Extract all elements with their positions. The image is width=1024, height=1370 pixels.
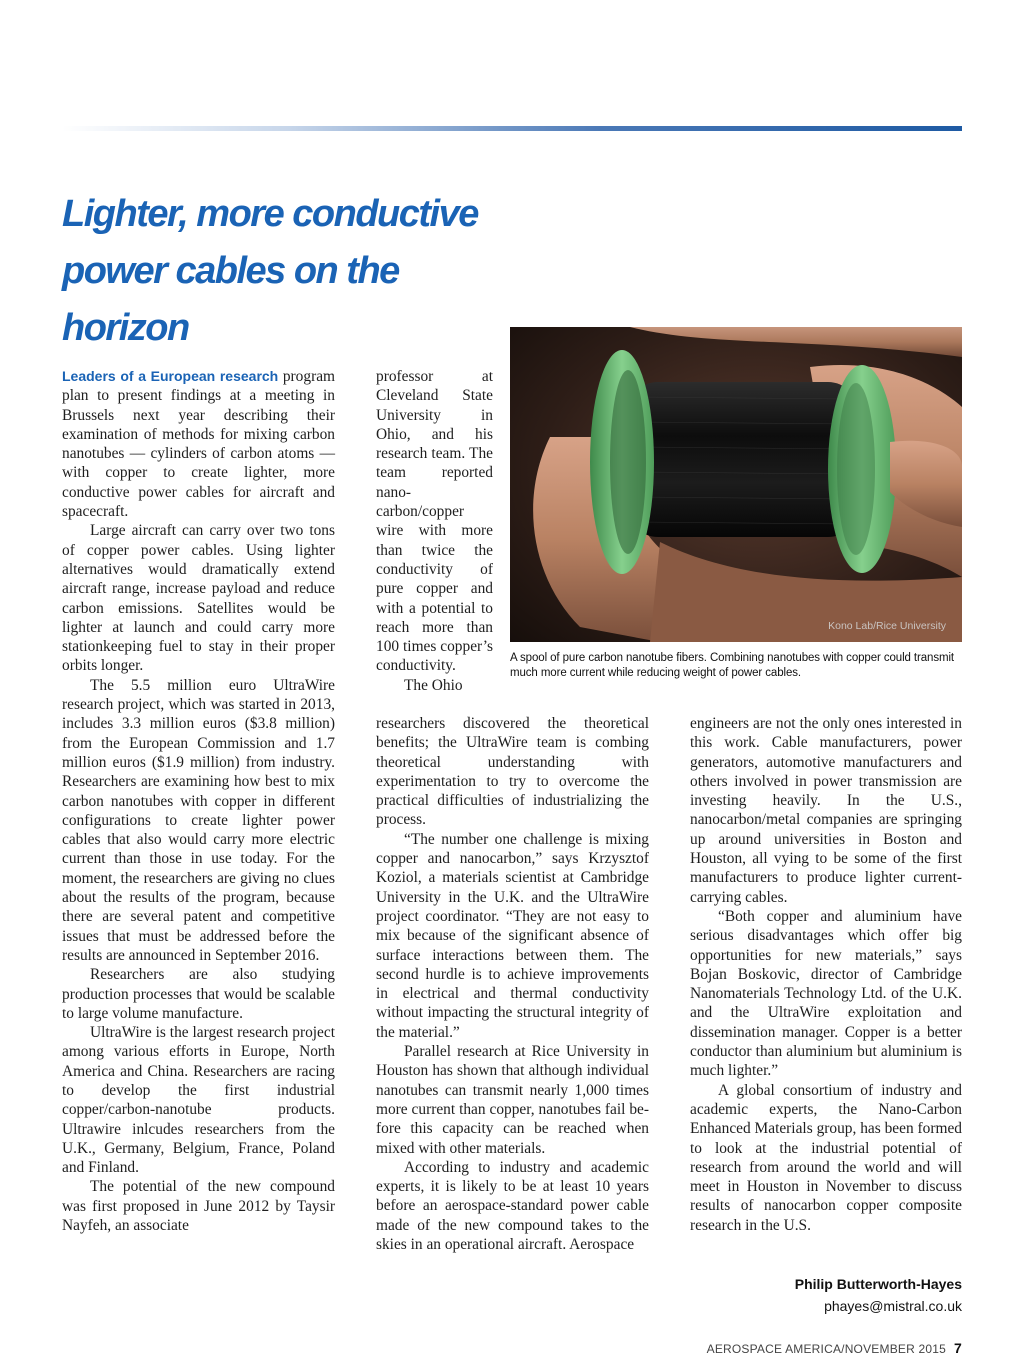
article-title: Lighter, more conductive power cables on the horizon [62,193,478,349]
paragraph: researchers discovered the theoretical benefits; the UltraWire team is combing theoretical understanding with experimentation to try to overcome the practical difficulties of industrializing the process. [376,715,649,829]
paragraph: Parallel research at Rice University in Houston has shown that although individual nanotubes can transmit nearly 1,000 times more current than copper, nanotubes fail before this capacity can be reached when mixed with other materials. [376,1043,649,1157]
byline [795,1273,962,1317]
paragraph: The 5.5 million euro UltraWire research project, which was started in 2013, includes 3.3 million euros ($3.8 million) from the European Commission and 1.7 million euros ($1.9 million) from industry. Researchers are examining how best to mix carbon nanotubes with copper in different configurations to create lighter power cables that also would carry more electric current than those in use today. For the moment, the researchers are giving no clues about the results of the program, because there are several patent and competitive issues that must be addressed before the results are announced in September 2016. [62,676,335,964]
paragraph: engineers are not the only ones interested in this work. Cable manufacturers, power generators, automotive manufacturers and others involved in power transmission are investing heavily. In the U.S., nanocarbon/metal companies are springing up around universities in Boston and Houston, all vying to be some of the first manufacturers to produce lighter current-carrying cables. [690,715,962,906]
photo-caption: A spool of pure carbon nanotube fibers. Combining nanotubes with copper could transmit much more current while reducing weight of power cables. [510,652,955,679]
paragraph: professor at Cleveland State University in Ohio, and his research team. The team reported nanocarbon/copper wire with more than twice the conductivity of pure copper and with a potential to reach more than 100 times copper’s conductivity. [376,368,493,675]
paragraph [62,367,335,521]
page-number: 7 [954,1340,962,1356]
spool-illustration [510,327,962,642]
column-1 [62,367,335,1235]
photo-credit: Kono Lab/Rice University [828,620,946,632]
paragraph: UltraWire is the largest research project among various efforts in Europe, North America and China. Researchers are racing to develop the first industrial copper/carbon-nanotube products. Ultrawire inlcudes researchers from the U.K., Germany, Belgium, France, Poland and Finland. [62,1024,335,1177]
paragraph: Large aircraft can carry over two tons of copper power cables. Using lighter alternatives would dramatically extend aircraft range, increase payload and reduce carbon emissions. Satellites would be lighter at launch and could carry more stationkeeping fuel to stay in their proper orbits longer. [62,522,335,675]
lead-text: program plan to present findings at a meeting in Brussels next year describing their examination of methods for mixing carbon nanotubes — cylinders of carbon atoms — with copper to create lighter, more conductive power cables for aircraft and spacecraft. [62,368,335,521]
paragraph: A global consortium of industry and academic experts, the Nano-Carbon Enhanced Materials group, has been formed to look at the industrial potential of research from around the world and will meet in Houston in November to discuss results of nanocarbon copper composite research in the U.S. [690,1081,962,1234]
page-footer [707,1340,962,1356]
spool-photo [510,327,962,642]
paragraph: Researchers are also studying production processes that would be scalable to large volume manufacture. [62,966,335,1022]
author-name: Philip Butterworth-Hayes [794,1276,962,1292]
paragraph: The potential of the new compound was first proposed in June 2012 by Taysir Nayfeh, an associate [62,1178,335,1235]
column-2-lower [376,714,649,1254]
lead-in: Leaders of a European research [62,368,279,384]
paragraph: “The number one challenge is mixing copper and nanocarbon,” says Krzysztof Koziol, a materials scientist at Cambridge University in the U.K. and the UltraWire project coordinator. “They are not easy to mix because of the significant absence of surface interactions between them. The second hurdle is to achieve improvements in electrical and thermal conductivity without impacting the structural integrity of the material.” [376,830,649,1041]
paragraph: The Ohio [404,676,463,694]
publication-info: AEROSPACE AMERICA/NOVEMBER 2015 [706,1342,946,1356]
paragraph: According to industry and academic experts, it is likely to be at least 10 years before an aerospace-standard power cable made of the new compound takes to the skies in an operational aircraft. Aerospace [376,1158,649,1254]
header-rule [62,126,962,131]
paragraph: “Both copper and aluminium have serious disadvantages which offer big opportunities for new materials,” says Bojan Boskovic, director of Cambridge Nanomaterials Technology Ltd. of the U.K. and the UltraWire exploitation and dissemination manager. Copper is a better conductor than aluminium but aluminium is much lighter.” [690,907,962,1080]
author-email[interactable]: phayes@mistral.co.uk [824,1298,962,1314]
column-2-upper [376,367,493,695]
column-3 [690,714,962,1235]
